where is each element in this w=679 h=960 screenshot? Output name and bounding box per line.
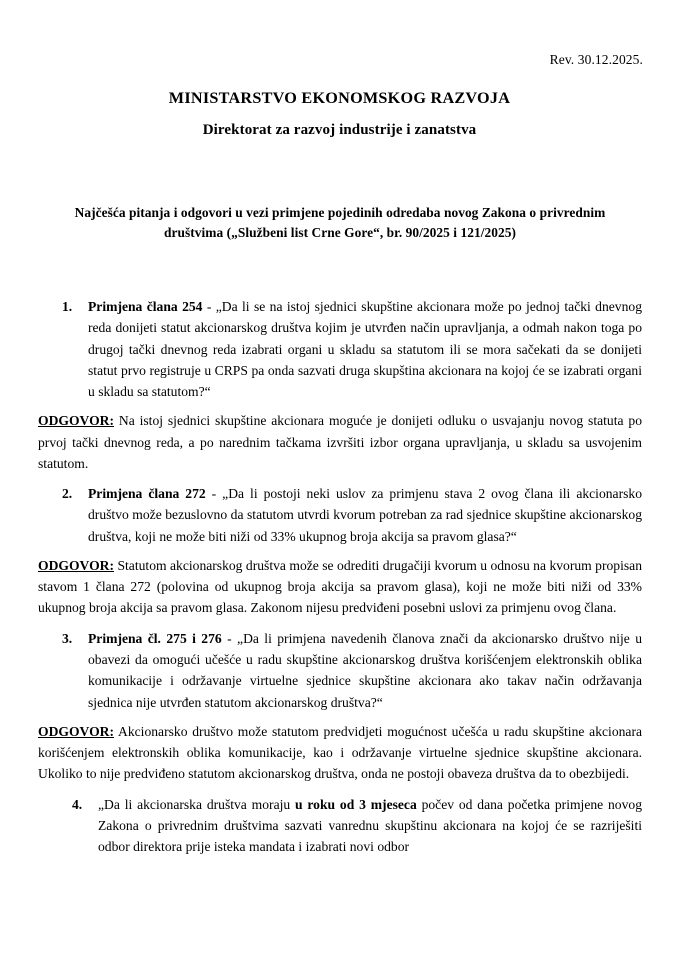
question-body: „Da li se na istoj sjednici skupštine akcionara može po jednoj tački dnevnog reda donijeti statut akcionarskog društva kojim je utvrđen način upravljanja, a odmah nakon toga po drugoj tački dnevnog reda izabrati organi u skladu sa statutom ili se mora sačekati da se donijeti statut prvo registruje u CRPS pa onda sazvati druga skupština akcionara na kojoj će se izabrati organi u skladu sa statutom?“: [88, 299, 642, 400]
question-body-part2: počev od dana početka primjene novog Zakona o privrednim društvima sazvati vanrednu skupštinu akcionara na kojoj će se razriješiti odbor direktora prije isteka mandata i izabrati novi odbor: [98, 796, 642, 855]
answer-paragraph: [38, 410, 642, 474]
list-item-number: 1.: [62, 299, 73, 314]
revision-label: Rev. 30.12.2025.: [549, 52, 643, 67]
page-subtitle: Direktorat za razvoj industrije i zanatstva: [202, 122, 477, 139]
question-emphasis: u roku od 3 mjeseca: [295, 796, 417, 812]
question-lead: Primjena čl. 275 i 276: [88, 630, 222, 646]
document-subject: Najčešća pitanja i odgovori u vezi primjene pojedinih odredaba novog Zakona o privrednim društvima („Službeni list Crne Gore“, br. 90/2025 i 121/2025): [74, 205, 606, 241]
list-item: [38, 483, 642, 547]
list-item-question: [88, 628, 642, 713]
list-item-question: [98, 794, 642, 858]
answer-label: ODGOVOR:: [38, 557, 115, 573]
answer-label: ODGOVOR:: [38, 413, 115, 429]
question-body: „Da li postoji neki uslov za primjenu stava 2 ovog člana ili akcionarsko društvo može bezuslovno da statutom utvrdi kvorum potreban za rad sjednice skupštine akcionarskog društva, koji ne može biti niži od 33% ukupnog broja akcija sa pravom glasa?“: [88, 486, 642, 544]
list-item-question: [88, 483, 642, 547]
list-item-number: 3.: [62, 630, 73, 646]
answer-paragraph: [38, 721, 642, 785]
question-body-part1: „Da li akcionarska društva moraju: [98, 796, 295, 812]
list-item: [38, 794, 642, 858]
list-item-number: 4.: [72, 796, 83, 812]
question-separator: -: [202, 299, 216, 314]
list-item: [38, 296, 642, 402]
question-separator: -: [205, 486, 223, 502]
question-lead: Primjena člana 254: [88, 299, 203, 314]
list-item-question: [88, 296, 642, 402]
document-header: [0, 88, 679, 140]
answer-body: Akcionarsko društvo može statutom predvidjeti mogućnost učešća u radu skupštine akcionara korišćenjem elektronskih oblika komunikacije, kao i održavanje virtuelne sjednice skupštine akcionara. Ukoliko to nije predviđeno statutom akcionarskog društva, onda ne postoji obaveza društva da to obezbijedi.: [38, 723, 643, 782]
question-lead: Primjena člana 272: [88, 486, 206, 502]
page-title: MINISTARSTVO EKONOMSKOG RAZVOJA: [168, 89, 511, 107]
qa-list: [38, 296, 642, 857]
answer-paragraph: [38, 555, 642, 619]
answer-body: Na istoj sjednici skupštine akcionara moguće je donijeti odluku o usvajanju novog statuta po prvoj tački dnevnog reda, a po narednim tačkama izvršiti izbor organa upravljanja, u skladu sa usvojenim statutom.: [38, 413, 642, 471]
list-item-number: 2.: [62, 486, 73, 502]
answer-label: ODGOVOR:: [38, 723, 115, 739]
question-separator: -: [221, 630, 238, 646]
list-item: [38, 628, 642, 713]
answer-body: Statutom akcionarskog društva može se odrediti drugačiji kvorum u odnosu na kvorum propisan stavom 1 člana 272 (polovina od ukupnog broja akcija sa pravom glasa), koji ne može biti niži od 33% ukupnog broja akcija sa pravom glasa. Zakonom nijesu predviđeni posebni uslovi za primjenu ovog člana.: [38, 557, 642, 616]
question-body: „Da li primjena navedenih članova znači da akcionarsko društvo nije u obavezi da omogući učešće u radu skupštine akcionarskog društva korišćenjem elektronskih oblika komunikacije i održavanje virtuelne sjednice skupštine akcionara ako takav način održavanja sjednica nije utvrđen statutom akcionarskog društva?“: [88, 630, 643, 710]
